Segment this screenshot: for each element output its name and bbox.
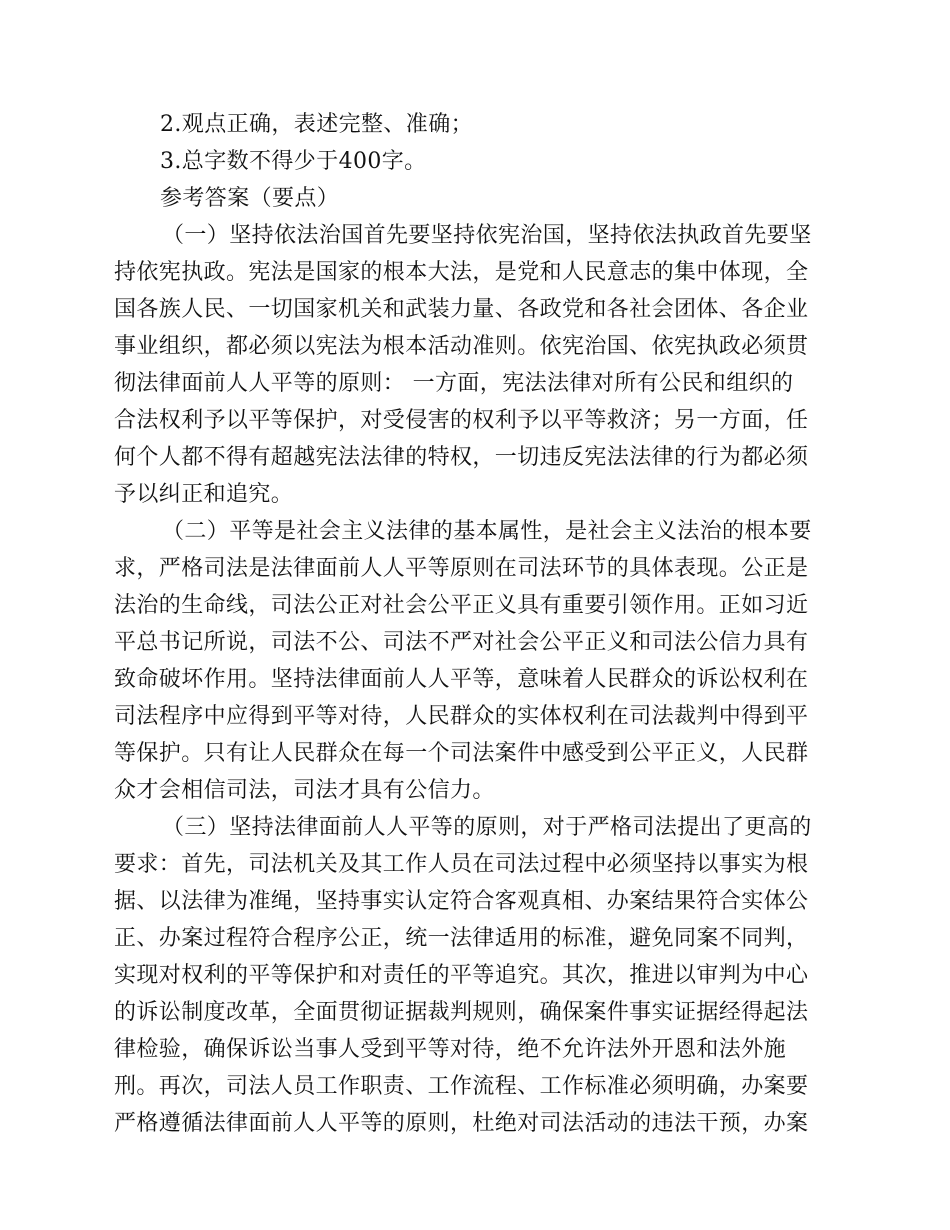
paragraph-line: 国各族人民、一切国家机关和武装力量、各政党和各社会团体、各企业 [114, 297, 809, 322]
paragraph-line: 求，严格司法是法律面前人人平等原则在司法环节的具体表现。公正是 [114, 556, 809, 581]
paragraph-line: 事业组织，都必须以宪法为根本活动准则。依宪治国、依宪执政必须贯 [114, 334, 809, 359]
paragraph-line: 据、以法律为准绳，坚持事实认定符合客观真相、办案结果符合实体公 [114, 889, 809, 914]
paragraph-line: 司法程序中应得到平等对待，人民群众的实体权利在司法裁判中得到平 [114, 704, 809, 729]
paragraph-line: 正、办案过程符合程序公正，统一法律适用的标准，避免同案不同判， [114, 926, 809, 951]
paragraph-line: 要求：首先，司法机关及其工作人员在司法过程中必须坚持以事实为根 [114, 852, 809, 877]
document-body [114, 106, 836, 1142]
paragraph-2 [114, 513, 836, 809]
paragraph-line: 等保护。只有让人民群众在每一个司法案件中感受到公平正义，人民群 [114, 741, 809, 766]
paragraph-line: 何个人都不得有超越宪法法律的特权，一切违反宪法法律的行为都必须 [114, 445, 809, 470]
paragraph-line: （一）坚持依法治国首先要坚持依宪治国，坚持依法执政首先要坚 [162, 223, 812, 248]
paragraph-line: （二）平等是社会主义法律的基本属性，是社会主义法治的根本要 [162, 519, 812, 544]
paragraph-line: 律检验，确保诉讼当事人受到平等对待，绝不允许法外开恩和法外施 [114, 1037, 787, 1062]
answer-heading: 参考答案（要点） [160, 186, 340, 211]
paragraph-line: 众才会相信司法，司法才具有公信力。 [114, 778, 495, 803]
paragraph-line: 刑。再次，司法人员工作职责、工作流程、工作标准必须明确，办案要 [114, 1074, 809, 1099]
paragraph-line: 的诉讼制度改革，全面贯彻证据裁判规则，确保案件事实证据经得起法 [114, 1000, 809, 1025]
requirement-item-2: 2.观点正确，表述完整、准确； [160, 112, 473, 137]
paragraph-3 [114, 809, 836, 1142]
paragraph-line: 严格遵循法律面前人人平等的原则，杜绝对司法活动的违法干预，办案 [114, 1111, 809, 1136]
paragraph-line: 持依宪执政。宪法是国家的根本大法，是党和人民意志的集中体现，全 [114, 260, 809, 285]
paragraph-line: （三）坚持法律面前人人平等的原则，对于严格司法提出了更高的 [162, 815, 812, 840]
paragraph-line: 合法权利予以平等保护，对受侵害的权利予以平等救济；另一方面，任 [114, 408, 809, 433]
paragraph-line: 法治的生命线，司法公正对社会公平正义具有重要引领作用。正如习近 [114, 593, 809, 618]
paragraph-line: 平总书记所说，司法不公、司法不严对社会公平正义和司法公信力具有 [114, 630, 809, 655]
paragraph-line: 致命破坏作用。坚持法律面前人人平等，意味着人民群众的诉讼权利在 [114, 667, 809, 692]
paragraph-line: 实现对权利的平等保护和对责任的平等追究。其次，推进以审判为中心 [114, 963, 809, 988]
paragraph-1 [114, 217, 836, 513]
paragraph-line: 予以纠正和追究。 [114, 482, 294, 507]
requirement-item-3: 3.总字数不得少于400字。 [160, 149, 427, 174]
paragraph-line: 彻法律面前人人平等的原则： 一方面，宪法法律对所有公民和组织的 [114, 371, 794, 396]
